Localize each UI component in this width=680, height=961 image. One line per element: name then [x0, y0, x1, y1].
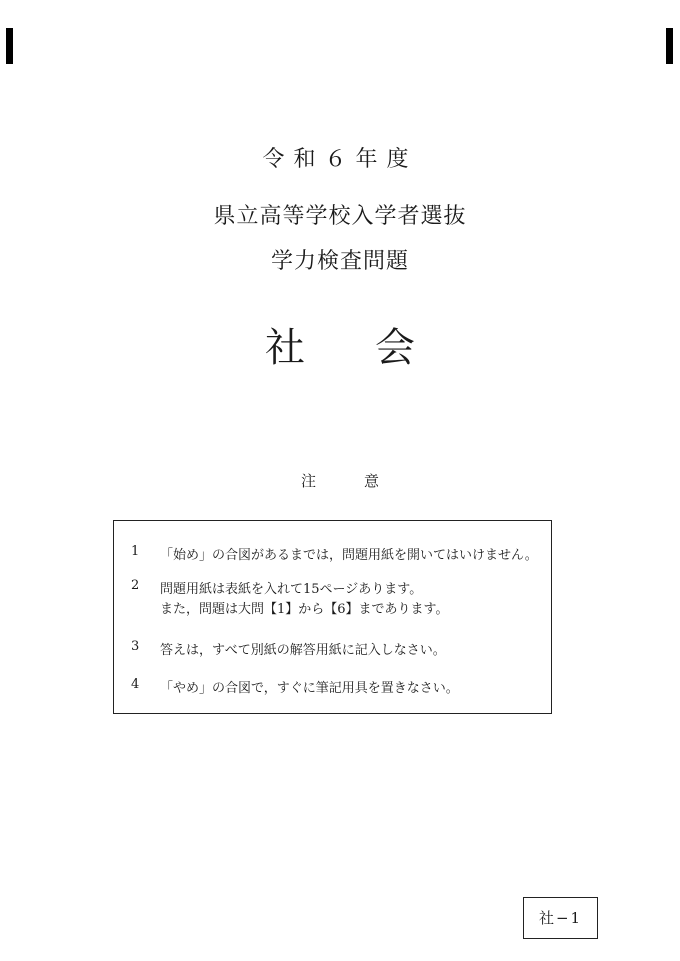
- instruction-number: 4: [131, 677, 140, 692]
- registration-mark-left: [6, 28, 13, 64]
- instruction-text: 「始め」の合図があるまでは，問題用紙を開いてはいけません。: [160, 548, 538, 563]
- exam-title: 県立高等学校入学者選抜: [213, 204, 467, 229]
- instruction-number: 1: [131, 544, 140, 559]
- exam-year: 令和６年度: [262, 147, 418, 172]
- instruction-number: 2: [131, 578, 140, 593]
- instruction-text: また，問題は大問【1】から【6】まであります。: [160, 602, 449, 617]
- instruction-text: 問題用紙は表紙を入れて15ページあります。: [160, 582, 423, 597]
- page-number-label: 社−1: [523, 897, 598, 939]
- subject-title: 社会: [265, 325, 485, 371]
- notice-heading: 注意: [300, 472, 427, 490]
- registration-mark-right: [666, 28, 673, 64]
- instructions-box: [113, 520, 552, 714]
- instruction-number: 3: [131, 639, 140, 654]
- exam-subtitle: 学力検査問題: [270, 249, 409, 274]
- instruction-text: 答えは，すべて別紙の解答用紙に記入しなさい。: [160, 643, 446, 658]
- instruction-text: 「やめ」の合図で，すぐに筆記用具を置きなさい。: [160, 681, 459, 696]
